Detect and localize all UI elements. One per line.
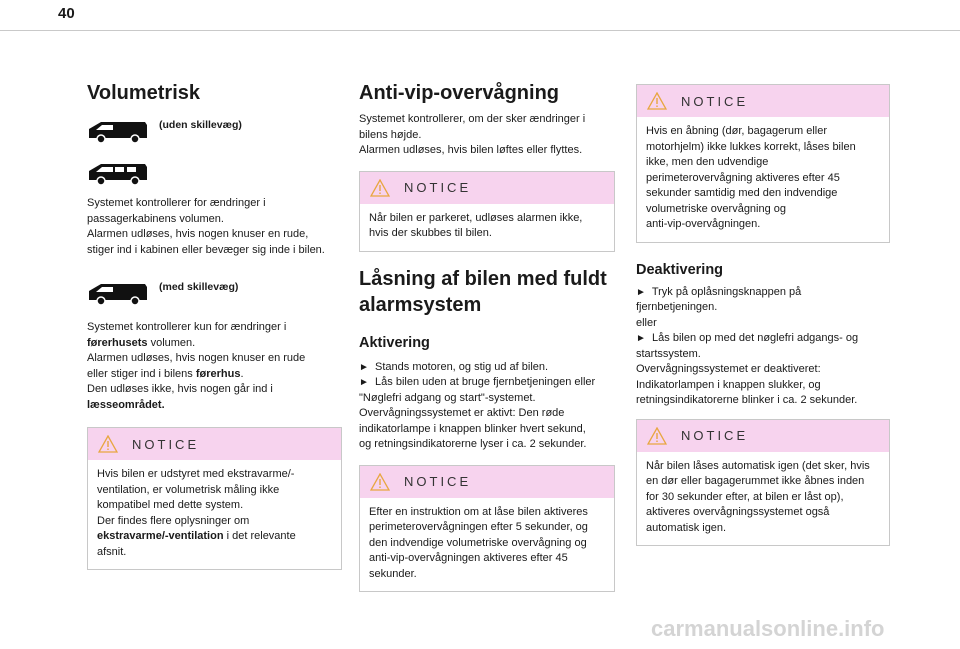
- page-number: 40: [58, 5, 75, 22]
- subsection-deactivation: Deaktivering: [636, 261, 724, 278]
- notice-body: Når bilen er parkeret, udløses alarmen ikke, hvis der skubbes til bilen.: [369, 211, 583, 239]
- paragraph-volumetric-no-partition: Systemet kontrollerer for ændringer i passagerkabinens volumen. Alarmen udløses, hvis nogen knuser en rude, stiger ind i kabinen eller bevæger sig inde i bilen.: [87, 197, 325, 256]
- notice-body: Når bilen låses automatisk igen (det sker, hvis en dør eller bagagerummet ikke åbnes inden for 30 sekunder efter, at bilen er låst op), aktiveres overvågningssystemet også automatisk igen.: [646, 459, 870, 534]
- notice-box: [359, 171, 615, 252]
- watermark: carmanualsonline.info: [651, 616, 885, 641]
- section-title-locking: Låsning af bilen med fuldt alarmsystem: [359, 267, 607, 316]
- notice-title: NOTICE: [681, 428, 749, 443]
- bullet-arrow-icon: ►: [636, 286, 646, 298]
- section-title-anti-vip: Anti-vip-overvågning: [359, 82, 560, 104]
- notice-body: Hvis en åbning (dør, bagagerum eller motorhjelm) ikke lukkes korrekt, låses bilen ikke, men den udvendige perimeterovervågning aktiveres efter 45 sekunder samtidig med den indvendige volumetriske overvågning og anti-vip-overvågningen.: [646, 125, 856, 230]
- notice-title: NOTICE: [681, 93, 749, 109]
- van-icon: [87, 118, 149, 144]
- bullet-arrow-icon: ►: [359, 361, 369, 373]
- notice-box: [636, 84, 890, 243]
- paragraph-volumetric-partition: Systemet kontrollerer kun for ændringer i førerhusets volumen. Alarmen udløses, hvis nogen knuser en rude eller stiger ind i bilens førerhus. Den udløses ikke, hvis nogen går ind i læsseområdet.: [87, 321, 306, 411]
- notice-header: [360, 466, 614, 498]
- column-volumetrisk: [87, 80, 342, 570]
- notice-body: Hvis bilen er udstyret med ekstravarme/- ventilation, er volumetrisk måling ikke kompatibel med dette system. Der findes flere oplysninger om ekstravarme/-ventilation i det relevante afsnit.: [97, 468, 296, 558]
- van-label-partition: (med skillevæg): [159, 281, 239, 293]
- notice-box: [87, 427, 342, 570]
- van-label-no-partition: (uden skillevæg): [159, 119, 242, 131]
- column-anti-vip: [359, 80, 615, 592]
- activation-steps: ► Stands motoren, og stig ud af bilen. ► Lås bilen uden at bruge fjernbetjeningen eller "Nøglefri adgang og start"-systemet. Overvågningssystemet er aktivt: Den røde indikatorlampe i knappen blinker hvert sekund, og retningsindikatorerne lyser i ca. 2 sekunder.: [359, 360, 596, 450]
- notice-header: [637, 420, 889, 452]
- subsection-activation: Aktivering: [359, 334, 430, 351]
- notice-title: NOTICE: [404, 180, 472, 195]
- warning-icon: [98, 435, 118, 453]
- notice-header: [637, 85, 889, 117]
- notice-body: Efter en instruktion om at låse bilen aktiveres perimeterovervågningen efter 5 sekunder, og den indvendige volumetriske overvågning og anti-vip-overvågningen aktiveres efter 45 sekunder.: [369, 505, 588, 580]
- notice-header: [360, 172, 614, 204]
- deactivation-steps: ► Tryk på oplåsningsknappen på fjernbetjeningen. eller ► Lås bilen op med det nøglefri adgangs- og startssystem. Overvågningssystemet er deaktiveret: Indikatorlampen i knappen slukker, og retningsindikatorerne blinker i ca. 2 sekunder.: [636, 285, 859, 406]
- van-row-no-partition: [87, 118, 342, 148]
- column-deactivation: [636, 84, 890, 546]
- notice-header: [88, 428, 341, 460]
- van-row-partition: [87, 280, 342, 310]
- header-rule: [0, 30, 960, 31]
- paragraph-anti-vip: Systemet kontrollerer, om der sker ændringer i bilens højde. Alarmen udløses, hvis bilen løftes eller flyttes.: [359, 113, 586, 156]
- warning-icon: [647, 427, 667, 445]
- van-icon: [87, 280, 149, 306]
- notice-box: [359, 465, 615, 593]
- notice-box: [636, 419, 890, 547]
- notice-title: NOTICE: [132, 436, 200, 452]
- bullet-arrow-icon: ►: [359, 377, 369, 388]
- warning-icon: [647, 92, 667, 110]
- section-title-volumetrisk: Volumetrisk: [87, 82, 200, 104]
- van-windows-icon: [87, 160, 149, 186]
- notice-title: NOTICE: [404, 474, 472, 489]
- warning-icon: [370, 179, 390, 197]
- van-row-cabin: [87, 160, 342, 190]
- warning-icon: [370, 473, 390, 491]
- bullet-arrow-icon: ►: [636, 333, 646, 344]
